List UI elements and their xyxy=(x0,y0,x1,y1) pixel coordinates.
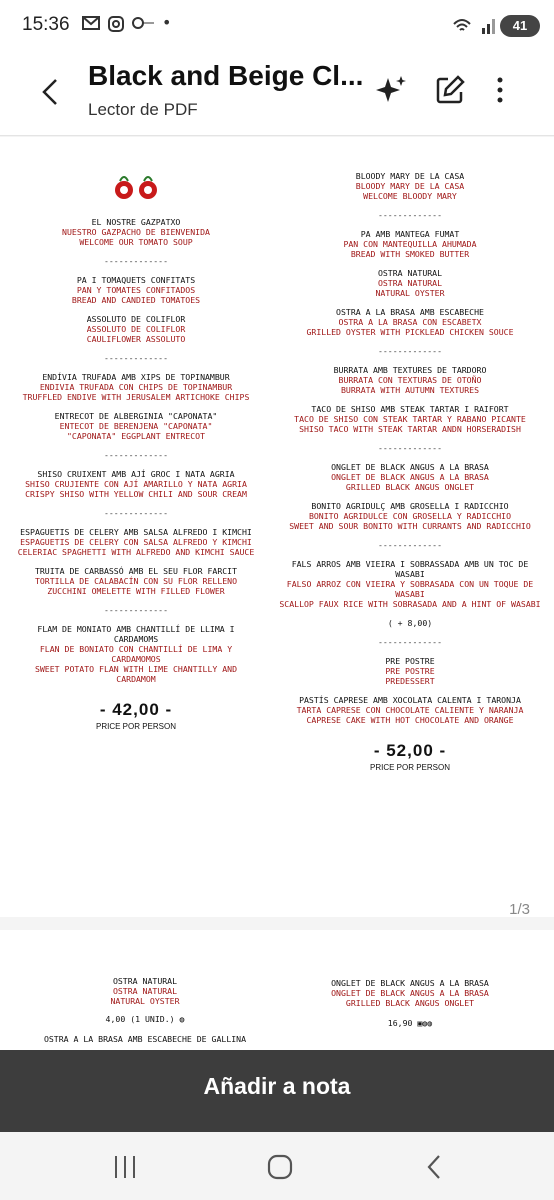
menu-item-es: BONITO AGRIDULCE CON GROSELLA Y RADICCHIO xyxy=(308,511,512,521)
menu-item-es: ENTECOT DE BERENJENA "CAPONATA" xyxy=(59,421,213,431)
left-menu-price: - 42,00 - xyxy=(99,700,173,719)
section-divider: ------------- xyxy=(377,210,443,220)
menu-column-left xyxy=(16,173,256,732)
menu-item-ca: FALS ARROS AMB VIEIRA I SOBRASSADA AMB UN TOC DE WASABI xyxy=(291,559,529,579)
more-vert-icon[interactable] xyxy=(484,72,520,108)
right-menu-price-label: PRICE POR PERSON xyxy=(369,763,450,772)
menu-item-en: ZUCCHINI OMELETTE WITH FILLED FLOWER xyxy=(47,586,225,596)
menu-item-es: ENDIVIA TRUFADA CON CHIPS DE TOPINAMBUR xyxy=(39,382,233,392)
menu-item-en: WELCOME OUR TOMATO SOUP xyxy=(79,237,193,247)
menu-item xyxy=(16,372,256,402)
status-bar xyxy=(0,0,554,52)
menu-item-es: PAN CON MANTEQUILLA AHUMADA xyxy=(343,239,477,249)
menu-item xyxy=(276,404,544,434)
menu-item-es: NUESTRO GAZPACHO DE BIENVENIDA xyxy=(62,227,210,237)
menu-item-es: PAN Y TOMATES CONFITADOS xyxy=(76,285,196,295)
menu-item-ca: OSTRA NATURAL xyxy=(377,268,443,278)
menu-item-en: CAPRESE CAKE WITH HOT CHOCOLATE AND ORANGE xyxy=(306,715,514,725)
menu-item-ca: PA I TOMAQUETS CONFITATS xyxy=(76,275,196,285)
right-menu-price: - 52,00 - xyxy=(373,741,447,760)
menu-item xyxy=(276,229,544,259)
section-divider: ------------- xyxy=(103,508,169,518)
menu-item-en: TRUFFLED ENDIVE WITH JERUSALEM ARTICHOKE CHIPS xyxy=(22,392,250,402)
menu-item-es: TORTILLA DE CALABACÍN CON SU FLOR RELLENO xyxy=(34,576,238,586)
menu-item xyxy=(16,275,256,305)
page2-left-ca: OSTRA NATURAL xyxy=(112,976,178,986)
menu-item-ca: ESPAGUETIS DE CELERY AMB SALSA ALFREDO I KIMCHI xyxy=(20,527,252,537)
page2-left-en: NATURAL OYSTER xyxy=(110,996,180,1006)
menu-item-en: CELERIAC SPAGHETTI WITH ALFREDO AND KIMCHI SAUCE xyxy=(17,547,255,557)
app-bar xyxy=(0,52,554,136)
page2-left-es: OSTRA NATURAL xyxy=(112,986,178,996)
page2-right-price xyxy=(290,1018,530,1028)
menu-item-ca: PRE POSTRE xyxy=(385,656,435,666)
menu-item-es: OSTRA A LA BRASA CON ESCABETX xyxy=(338,317,482,327)
menu-item-ca: ASSOLUTO DE COLIFLOR xyxy=(86,314,186,324)
menu-item-es: BLOODY MARY DE LA CASA xyxy=(355,181,465,191)
menu-item-es: ESPAGUETIS DE CELERY CON SALSA ALFREDO Y KIMCHI xyxy=(20,537,252,547)
menu-item xyxy=(16,411,256,441)
menu-item xyxy=(276,656,544,686)
menu-item xyxy=(16,469,256,499)
document-title: Black and Beige Cl... xyxy=(88,60,364,91)
section-divider: ------------- xyxy=(103,256,169,266)
menu-item-en: BREAD WITH SMOKED BUTTER xyxy=(350,249,470,259)
radish-logo-icon xyxy=(106,173,166,203)
menu-item-es: PRE POSTRE xyxy=(385,666,435,676)
menu-item-en: CAULIFLOWER ASSOLUTO xyxy=(86,334,186,344)
page2-right-column xyxy=(290,978,530,1028)
menu-item-es: OSTRA NATURAL xyxy=(377,278,443,288)
menu-item-en: SWEET POTATO FLAN WITH LIME CHANTILLY AND CARDAMOM xyxy=(34,664,238,684)
menu-item-ca: OSTRA A LA BRASA AMB ESCABECHE xyxy=(336,307,484,317)
status-time: 15:36 xyxy=(22,14,70,35)
menu-item-ca: SHISO CRUIXENT AMB AJÍ GROC I NATA AGRIA xyxy=(37,469,235,479)
menu-item-en: BREAD AND CANDIED TOMATOES xyxy=(71,295,201,305)
instagram-icon xyxy=(108,16,124,36)
section-divider: ------------- xyxy=(103,605,169,615)
page2-right-en: GRILLED BLACK ANGUS ONGLET xyxy=(345,998,475,1008)
app-subtitle: Lector de PDF xyxy=(88,100,198,119)
menu-item xyxy=(16,624,256,684)
menu-item-en: NATURAL OYSTER xyxy=(375,288,445,298)
page2-left-price-text: 4,00 (1 UNID.) xyxy=(105,1014,175,1024)
menu-item-en: GRILLED BLACK ANGUS ONGLET xyxy=(345,482,475,492)
allergen-icon: ◍ xyxy=(179,1014,185,1024)
page2-right-es: ONGLET DE BLACK ANGUS A LA BRASA xyxy=(331,988,489,998)
menu-item-en: GRILLED OYSTER WITH PICKLEAD CHICKEN SOUCE xyxy=(306,327,514,337)
menu-item-ca: TRUITA DE CARBASSÓ AMB EL SEU FLOR FARCIT xyxy=(34,566,238,576)
nav-back-icon[interactable] xyxy=(422,1154,448,1180)
section-divider: ------------- xyxy=(377,637,443,647)
page2-left-next: OSTRA A LA BRASA AMB ESCABECHE DE GALLINA xyxy=(43,1034,247,1044)
recents-icon[interactable] xyxy=(112,1154,138,1180)
back-arrow-icon[interactable] xyxy=(36,72,66,112)
menu-item-en: "CAPONATA" EGGPLANT ENTRECOT xyxy=(66,431,206,441)
menu-item xyxy=(16,314,256,344)
menu-column-right xyxy=(276,171,544,773)
menu-item xyxy=(16,566,256,596)
menu-item-en: SWEET AND SOUR BONITO WITH CURRANTS AND RADICCHIO xyxy=(289,521,531,531)
section-divider: ------------- xyxy=(377,540,443,550)
menu-item-ca: BONITO AGRIDULÇ AMB GROSELLA I RADICCHIO xyxy=(311,501,509,511)
menu-item-es: ASSOLUTO DE COLIFLOR xyxy=(86,324,186,334)
menu-item-es: TARTA CAPRESE CON CHOCOLATE CALIENTE Y NARANJA xyxy=(296,705,524,715)
edit-icon[interactable] xyxy=(432,72,468,108)
pdf-page-1[interactable] xyxy=(0,137,554,917)
battery-indicator: 41 xyxy=(500,15,540,37)
left-menu-price-label: PRICE POR PERSON xyxy=(95,722,176,731)
signal-icon xyxy=(452,16,496,40)
menu-item xyxy=(276,268,544,298)
home-icon[interactable] xyxy=(266,1154,294,1180)
menu-item-es: ONGLET DE BLACK ANGUS A LA BRASA xyxy=(331,472,489,482)
menu-item-en: CRISPY SHISO WITH YELLOW CHILI AND SOUR CREAM xyxy=(25,489,247,499)
menu-item-en: SCALLOP FAUX RICE WITH SOBRASADA AND A HINT OF WASABI xyxy=(279,599,541,609)
menu-item-ca: BURRATA AMB TEXTURES DE TARDORO xyxy=(333,365,487,375)
allergen-icons: ▣◍◍ xyxy=(417,1018,433,1028)
menu-item-ca: EL NOSTRE GAZPATXO xyxy=(91,217,181,227)
supplement-price: ( + 8,00) xyxy=(387,618,433,628)
menu-item-ca: BLOODY MARY DE LA CASA xyxy=(355,171,465,181)
menu-item-es: FALSO ARROZ CON VIEIRA Y SOBRASADA CON UN TOQUE DE WASABI xyxy=(286,579,534,599)
more-notifications-dot-icon: • xyxy=(162,13,172,32)
add-to-note-toast[interactable]: Añadir a nota xyxy=(0,1050,554,1132)
section-divider: ------------- xyxy=(377,346,443,356)
menu-item xyxy=(276,307,544,337)
sparkle-ai-icon[interactable] xyxy=(374,72,410,108)
section-divider: ------------- xyxy=(103,450,169,460)
menu-item-ca: ONGLET DE BLACK ANGUS A LA BRASA xyxy=(331,462,489,472)
page2-right-ca: ONGLET DE BLACK ANGUS A LA BRASA xyxy=(331,978,489,988)
menu-item-ca: PASTÍS CAPRESE AMB XOCOLATA CALENTA I TARONJA xyxy=(299,695,521,705)
gmail-icon xyxy=(82,16,100,34)
page2-left-column xyxy=(30,976,260,1044)
menu-item-ca: PA AMB MANTEGA FUMAT xyxy=(360,229,460,239)
menu-item-ca: ENDÍVIA TRUFADA AMB XIPS DE TOPINAMBUR xyxy=(42,372,230,382)
menu-item-ca: ENTRECOT DE ALBERGINIA "CAPONATA" xyxy=(54,411,218,421)
menu-item xyxy=(276,695,544,725)
menu-item xyxy=(276,501,544,531)
menu-item-en: PREDESSERT xyxy=(385,676,435,686)
menu-item xyxy=(276,365,544,395)
menu-item xyxy=(16,527,256,557)
menu-item-es: SHISO CRUJIENTE CON AJÍ AMARILLO Y NATA AGRIA xyxy=(25,479,247,489)
menu-item-en: WELCOME BLOODY MARY xyxy=(363,191,457,201)
section-divider: ------------- xyxy=(377,443,443,453)
menu-item-en: SHISO TACO WITH STEAK TARTAR ANDN HORSERADISH xyxy=(299,424,521,434)
navigation-bar xyxy=(0,1132,554,1200)
menu-item-es: BURRATA CON TEXTURAS DE OTOÑO xyxy=(338,375,482,385)
cope-icon xyxy=(132,16,156,34)
section-divider: ------------- xyxy=(103,353,169,363)
menu-item xyxy=(16,217,256,247)
menu-item-es: TACO DE SHISO CON STEAK TARTAR Y RABANO PICANTE xyxy=(294,414,526,424)
menu-item xyxy=(276,559,544,609)
page-indicator: 1/3 xyxy=(509,901,530,918)
menu-item-en: BURRATA WITH AUTUMN TEXTURES xyxy=(340,385,480,395)
menu-item-ca: FLAM DE MONIATO AMB CHANTILLÍ DE LLIMA I CARDAMOMS xyxy=(37,624,235,644)
page2-right-price-text: 16,90 xyxy=(387,1018,413,1028)
menu-item xyxy=(276,171,544,201)
menu-item-ca: TACO DE SHISO AMB STEAK TARTAR I RAIFORT xyxy=(311,404,509,414)
page2-left-price xyxy=(30,1014,260,1024)
pdf-page-2[interactable] xyxy=(0,930,554,1052)
menu-item xyxy=(276,462,544,492)
menu-item-es: FLAN DE BONIATO CON CHANTILLÍ DE LIMA Y CARDAMOMOS xyxy=(39,644,233,664)
